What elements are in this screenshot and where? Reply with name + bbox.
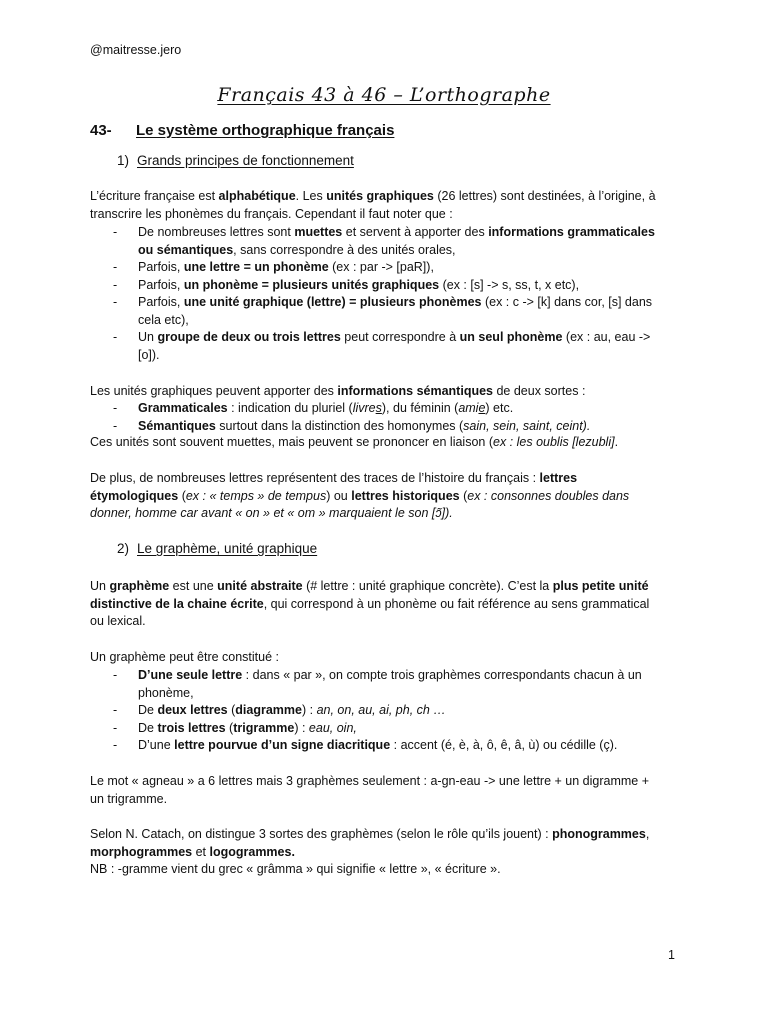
section-43-title: Le système orthographique français <box>136 122 395 139</box>
text-run: ex : « temps » de tempus <box>185 488 327 503</box>
text-run: Un graphème peut être constitué : <box>90 650 280 664</box>
text-run: ex : les oublis [lezubli] <box>493 435 615 449</box>
text-run: (ex : au, eau -> [o]). <box>138 330 651 362</box>
paragraph-informations-semantiques <box>90 383 662 401</box>
text-run: graphème <box>109 579 170 593</box>
text-run: (26 lettres) sont destinées, à l’origine, à transcrire les phonèmes du français. Cependant il faut noter que : <box>90 189 656 221</box>
list-remarques <box>113 224 663 364</box>
text-run: muettes <box>294 225 343 239</box>
text-run: Grammaticales <box>138 401 228 415</box>
text-run: informations grammaticales ou sémantiques <box>138 225 655 257</box>
text-run: NB : -gramme vient du grec « grâmma » qui signifie « lettre », « écriture ». <box>90 862 501 876</box>
text-run: ( <box>459 488 468 503</box>
text-run: deux lettres <box>157 703 228 717</box>
text-run: surtout dans la distinction des homonymes ( <box>215 418 464 433</box>
text-run: (# lettre : unité graphique concrète). C’est la <box>302 579 553 593</box>
text-run: est une <box>169 579 218 593</box>
list-item <box>113 400 663 418</box>
paragraph-liaison <box>90 434 662 452</box>
list-item <box>113 418 663 436</box>
text-run: un phonème = plusieurs unités graphiques <box>183 277 440 292</box>
list-item <box>113 277 663 295</box>
list-sortes-informations <box>113 400 663 435</box>
list-item <box>113 329 663 364</box>
list-item <box>113 294 663 329</box>
text-run: D’une seule lettre <box>138 668 243 682</box>
paragraph-traces-histoire <box>90 470 662 523</box>
text-run: (ex : par -> [paR]), <box>328 260 434 274</box>
text-run: De <box>138 720 158 735</box>
page-number: 1 <box>668 948 675 962</box>
section-43-number: 43- <box>90 122 112 139</box>
text-run: an, on, au, ai, ph, ch … <box>316 703 446 717</box>
text-run: ( <box>178 488 186 503</box>
subsection-2-number: 2) <box>117 541 130 556</box>
paragraph-catach <box>90 826 662 861</box>
subsection-2-title: Le graphème, unité graphique <box>137 541 318 556</box>
text-run: de deux sortes : <box>493 384 586 398</box>
paragraph-grapheme-definition <box>90 578 662 631</box>
text-run: trois lettres <box>157 720 226 735</box>
text-run: lettres historiques <box>351 488 460 503</box>
paragraph-nb-gramme <box>90 861 662 879</box>
text-run: : dans « par », on compte trois graphèmes correspondants chacun à un phonème, <box>138 668 642 700</box>
text-run: De plus, de nombreuses lettres représentent des traces de l’histoire du français : <box>90 471 540 485</box>
text-run: L’écriture française est <box>90 189 219 203</box>
text-run: lettres étymologiques <box>90 471 578 503</box>
text-run: diagramme <box>235 703 302 717</box>
text-run: ( <box>225 720 234 735</box>
list-item <box>113 259 663 277</box>
text-run: plus petite unité distinctive de la chaine écrite <box>90 579 649 611</box>
text-run: . Les <box>295 189 327 203</box>
text-run: ) ou <box>326 488 352 503</box>
list-item <box>113 737 663 755</box>
text-run: ami <box>458 401 479 415</box>
paragraph-alphabetique <box>90 188 662 223</box>
text-run: ) etc. <box>485 401 514 415</box>
text-run: peut correspondre à <box>340 330 460 344</box>
text-run: ( <box>227 703 236 717</box>
text-run: un seul phonème <box>459 330 563 344</box>
text-run: (ex : c -> [k] dans cor, [s] dans cela etc), <box>138 295 653 327</box>
text-run: Parfois, <box>138 295 184 309</box>
text-run: morphogrammes <box>90 844 193 859</box>
section-43-heading <box>90 122 394 139</box>
text-run: Selon N. Catach, on distingue 3 sortes des graphèmes (selon le rôle qu’ils jouent) : <box>90 827 553 841</box>
text-run: phonogrammes <box>552 827 646 841</box>
list-constitution-grapheme <box>113 667 663 755</box>
list-item <box>113 667 663 702</box>
page-title: Français 43 à 46 – L’orthographe <box>217 84 551 106</box>
list-item <box>113 702 663 720</box>
text-run: Les unités graphiques peuvent apporter des <box>90 384 338 398</box>
paragraph-grapheme-constitue <box>90 649 662 667</box>
text-run: Parfois, <box>138 260 184 274</box>
text-run: : indication du pluriel ( <box>227 401 353 415</box>
subsection-1-title: Grands principes de fonctionnement <box>137 153 354 168</box>
text-run: ) : <box>301 703 317 717</box>
text-run: , qui correspond à un phonème ou fait référence au sens grammatical ou lexical. <box>90 596 650 628</box>
text-run: De nombreuses lettres sont <box>138 225 295 239</box>
text-run: ex : consonnes doubles dans donner, homme car avant « on » et « om » marquaient le son [ɔ̃]). <box>90 488 630 520</box>
text-run: sain, sein, saint, ceint). <box>463 418 591 433</box>
text-run: , sans correspondre à des unités orales, <box>233 242 456 257</box>
text-run: unité abstraite <box>217 579 303 593</box>
text-run: une unité graphique (lettre) = plusieurs phonèmes <box>183 295 482 309</box>
text-run: . <box>614 435 619 449</box>
text-run: et servent à apporter des <box>342 225 489 239</box>
text-run: une lettre = un phonème <box>183 260 329 274</box>
paragraph-agneau <box>90 773 662 808</box>
text-run: alphabétique <box>218 189 296 203</box>
text-run: unités graphiques <box>326 189 434 203</box>
text-run: Le mot « agneau » a 6 lettres mais 3 graphèmes seulement : a-gn-eau -> une lettre + un digramme + un trigramme. <box>90 774 650 806</box>
text-run: ) : <box>294 720 309 735</box>
text-run: logogrammes. <box>209 844 295 859</box>
text-run: trigramme <box>233 720 295 735</box>
text-run: D’une <box>138 738 175 752</box>
text-run: lettre pourvue d’un signe diacritique <box>174 738 391 752</box>
list-item <box>113 224 663 259</box>
text-run: s <box>375 401 382 415</box>
text-run: livre <box>352 401 376 415</box>
list-item <box>113 720 663 738</box>
text-run: (ex : [s] -> s, ss, t, x etc), <box>439 277 580 292</box>
author-handle: @maitresse.jero <box>90 43 182 57</box>
subsection-2-heading <box>117 541 317 556</box>
text-run: : accent (é, è, à, ô, ê, â, ù) ou cédille (ç). <box>390 738 618 752</box>
text-run: groupe de deux ou trois lettres <box>157 330 341 344</box>
text-run: eau, oin, <box>308 720 357 735</box>
text-run: De <box>138 703 158 717</box>
subsection-1-number: 1) <box>117 153 130 168</box>
text-run: , <box>645 827 650 841</box>
text-run: Ces unités sont souvent muettes, mais peuvent se prononcer en liaison ( <box>90 435 493 449</box>
subsection-1-heading <box>117 153 354 168</box>
text-run: e <box>478 401 486 415</box>
text-run: ), du féminin ( <box>381 401 459 415</box>
text-run: informations sémantiques <box>337 384 493 398</box>
text-run: Sémantiques <box>138 418 216 433</box>
text-run: et <box>192 844 210 859</box>
text-run: Parfois, <box>138 277 184 292</box>
text-run: Un <box>90 579 110 593</box>
text-run: Un <box>138 330 158 344</box>
